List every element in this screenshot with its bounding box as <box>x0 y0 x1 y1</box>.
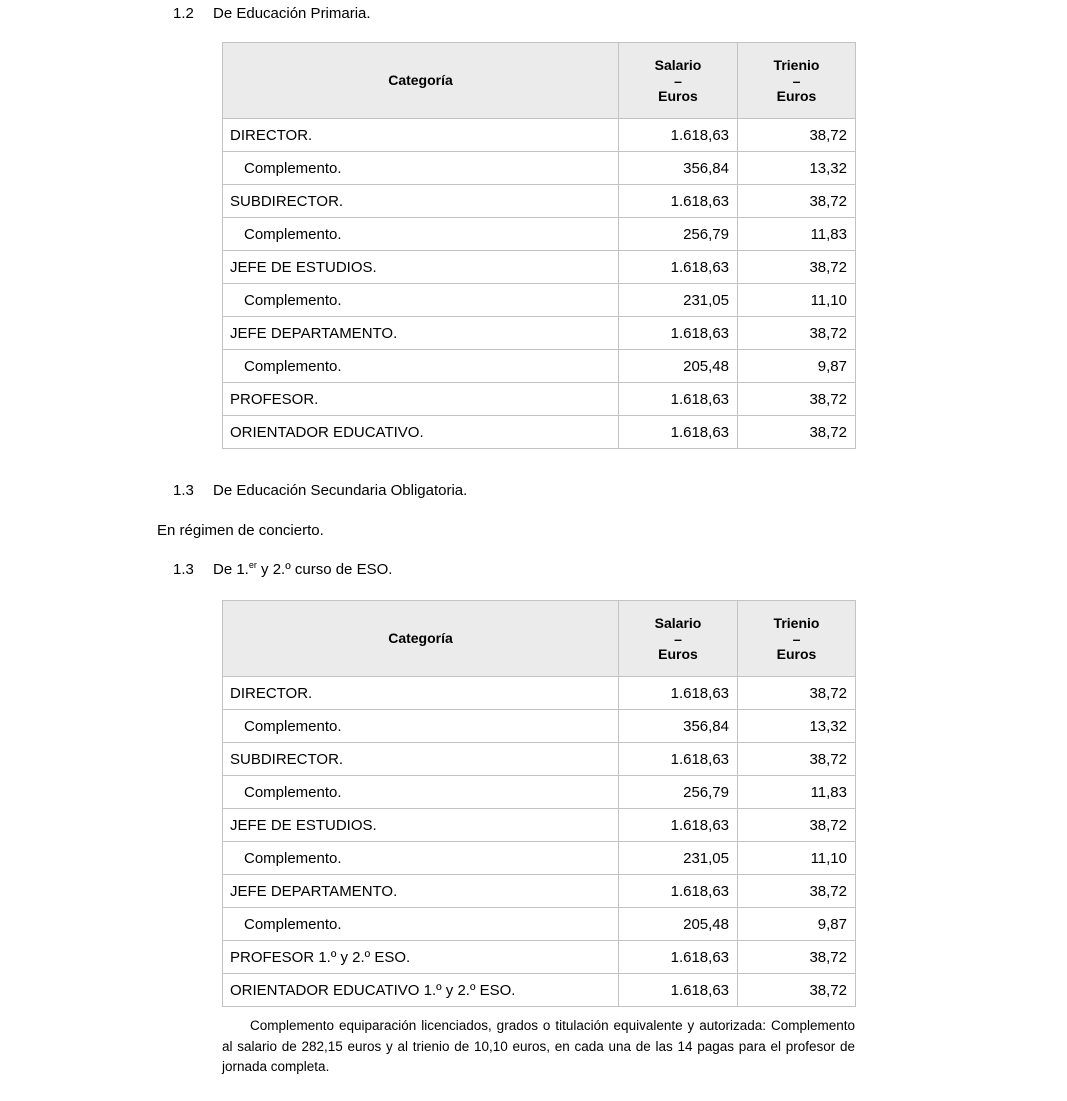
trienio-cell: 38,72 <box>738 809 856 842</box>
table-row <box>223 350 856 383</box>
table-row <box>223 185 856 218</box>
column-header-salario <box>619 601 738 677</box>
salario-cell: 1.618,63 <box>619 809 738 842</box>
category-cell: Complemento. <box>223 350 619 383</box>
section-number: 1.2 <box>173 5 194 22</box>
section-title: De Educación Secundaria Obligatoria. <box>213 482 468 499</box>
trienio-cell: 38,72 <box>738 251 856 284</box>
salario-cell: 205,48 <box>619 350 738 383</box>
category-cell: PROFESOR. <box>223 383 619 416</box>
column-header-salario-title: Salario <box>654 614 702 631</box>
column-header-trienio <box>738 601 856 677</box>
trienio-cell: 38,72 <box>738 974 856 1007</box>
trienio-cell: 11,10 <box>738 284 856 317</box>
salario-cell: 1.618,63 <box>619 185 738 218</box>
salario-cell: 1.618,63 <box>619 416 738 449</box>
table-row <box>223 284 856 317</box>
salario-cell: 1.618,63 <box>619 251 738 284</box>
table-header-row <box>223 601 856 677</box>
trienio-cell: 11,83 <box>738 776 856 809</box>
trienio-cell: 38,72 <box>738 677 856 710</box>
trienio-cell: 38,72 <box>738 743 856 776</box>
category-cell: DIRECTOR. <box>223 119 619 152</box>
column-header-categoria: Categoría <box>223 601 619 677</box>
trienio-cell: 11,10 <box>738 842 856 875</box>
column-header-salario <box>619 43 738 119</box>
category-cell: JEFE DEPARTAMENTO. <box>223 317 619 350</box>
column-header-salario-unit: Euros <box>658 645 698 662</box>
table-row <box>223 974 856 1007</box>
salario-cell: 1.618,63 <box>619 743 738 776</box>
salario-cell: 1.618,63 <box>619 941 738 974</box>
section-number: 1.3 <box>173 482 194 499</box>
trienio-cell: 11,83 <box>738 218 856 251</box>
column-header-dash: – <box>674 72 682 89</box>
section-heading-primaria <box>173 0 1067 23</box>
category-cell: ORIENTADOR EDUCATIVO. <box>223 416 619 449</box>
salario-cell: 205,48 <box>619 908 738 941</box>
category-cell: Complemento. <box>223 152 619 185</box>
category-cell: Complemento. <box>223 710 619 743</box>
table-row <box>223 842 856 875</box>
footnote-text: Complemento equiparación licenciados, grados o titulación equivalente y autorizada: Complemento al salario de 282,15 euros y al trienio de 10,10 euros, en cada una de las 14 pagas para el profesor de jornada completa. <box>222 1018 855 1074</box>
category-cell: JEFE DEPARTAMENTO. <box>223 875 619 908</box>
section-title: De 1.$^{er}$ y 2.º curso de ESO. <box>213 560 393 578</box>
trienio-cell: 38,72 <box>738 416 856 449</box>
column-header-trienio-title: Trienio <box>773 614 820 631</box>
column-header-dash: – <box>792 630 801 647</box>
category-cell: Complemento. <box>223 218 619 251</box>
category-cell: ORIENTADOR EDUCATIVO 1.º y 2.º ESO. <box>223 974 619 1007</box>
salario-cell: 231,05 <box>619 284 738 317</box>
table-row <box>223 776 856 809</box>
category-cell: DIRECTOR. <box>223 677 619 710</box>
category-cell: Complemento. <box>223 284 619 317</box>
table-row <box>223 152 856 185</box>
column-header-salario-unit: Euros <box>658 87 698 104</box>
salary-table-eso <box>222 600 856 1007</box>
table-row <box>223 875 856 908</box>
column-header-categoria: Categoría <box>223 43 619 119</box>
ordinal-superscript: er <box>248 560 257 570</box>
table-row <box>223 809 856 842</box>
trienio-cell: 13,32 <box>738 710 856 743</box>
table-row <box>223 383 856 416</box>
salario-cell: 356,84 <box>619 710 738 743</box>
column-header-salario-title: Salario <box>654 56 702 73</box>
table-row <box>223 677 856 710</box>
trienio-cell: 9,87 <box>738 350 856 383</box>
category-cell: Complemento. <box>223 842 619 875</box>
section-heading-eso <box>173 560 1067 579</box>
salario-cell: 231,05 <box>619 842 738 875</box>
table-row <box>223 416 856 449</box>
category-cell: SUBDIRECTOR. <box>223 185 619 218</box>
table-row <box>223 941 856 974</box>
column-header-trienio-unit: Euros <box>776 645 817 662</box>
trienio-cell: 38,72 <box>738 317 856 350</box>
table-row <box>223 251 856 284</box>
salary-table-primaria <box>222 42 856 449</box>
column-header-dash: – <box>674 630 682 647</box>
salario-cell: 1.618,63 <box>619 974 738 1007</box>
trienio-cell: 38,72 <box>738 119 856 152</box>
table-row <box>223 317 856 350</box>
category-cell: PROFESOR 1.º y 2.º ESO. <box>223 941 619 974</box>
salario-cell: 1.618,63 <box>619 875 738 908</box>
category-cell: JEFE DE ESTUDIOS. <box>223 809 619 842</box>
table-row <box>223 743 856 776</box>
trienio-cell: 13,32 <box>738 152 856 185</box>
salario-cell: 256,79 <box>619 776 738 809</box>
table-row <box>223 908 856 941</box>
salario-cell: 356,84 <box>619 152 738 185</box>
trienio-cell: 38,72 <box>738 185 856 218</box>
table-header-row <box>223 43 856 119</box>
section-heading-secundaria <box>173 481 1067 500</box>
salario-cell: 1.618,63 <box>619 317 738 350</box>
salario-cell: 256,79 <box>619 218 738 251</box>
salario-cell: 1.618,63 <box>619 119 738 152</box>
category-cell: Complemento. <box>223 908 619 941</box>
section-title: De Educación Primaria. <box>213 5 371 22</box>
trienio-cell: 38,72 <box>738 383 856 416</box>
category-cell: SUBDIRECTOR. <box>223 743 619 776</box>
salario-cell: 1.618,63 <box>619 383 738 416</box>
trienio-cell: 38,72 <box>738 875 856 908</box>
table-row <box>223 218 856 251</box>
salario-cell: 1.618,63 <box>619 677 738 710</box>
trienio-cell: 9,87 <box>738 908 856 941</box>
section-number: 1.3 <box>173 561 194 578</box>
table-row <box>223 119 856 152</box>
column-header-dash: – <box>792 72 801 89</box>
category-cell: JEFE DE ESTUDIOS. <box>223 251 619 284</box>
column-header-trienio-title: Trienio <box>773 56 820 73</box>
category-cell: Complemento. <box>223 776 619 809</box>
paragraph-regimen: En régimen de concierto. <box>157 522 324 539</box>
column-header-trienio <box>738 43 856 119</box>
trienio-cell: 38,72 <box>738 941 856 974</box>
table-row <box>223 710 856 743</box>
column-header-trienio-unit: Euros <box>776 87 817 104</box>
